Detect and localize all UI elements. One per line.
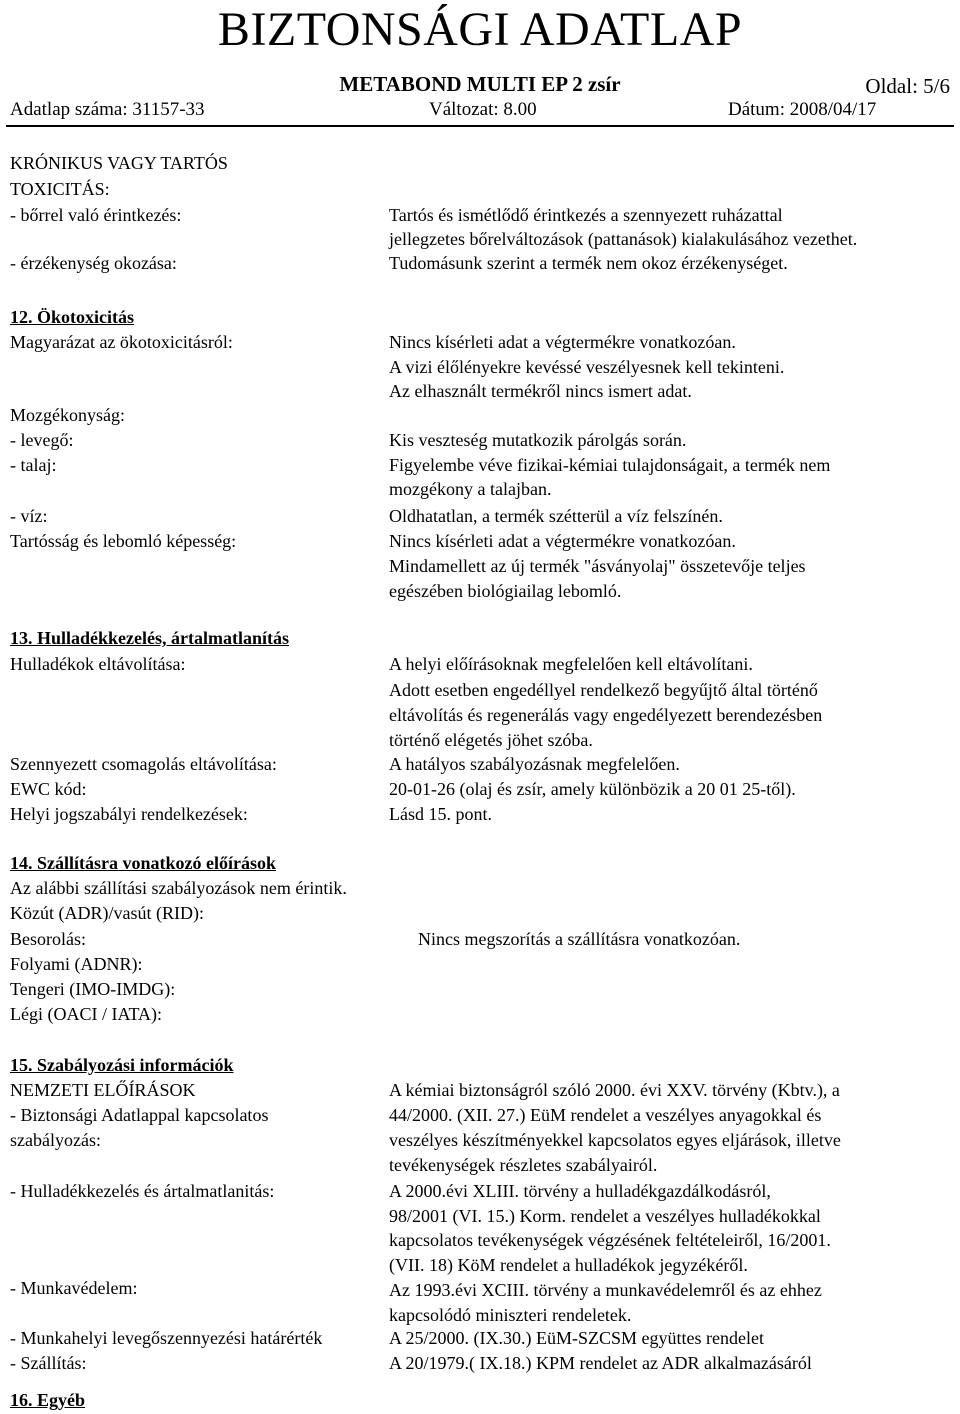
air-label: - levegő: [10,430,74,450]
occupational-safety-text: kapcsolódó miniszteri rendeletek. [389,1305,632,1325]
sds-regulation-label: szabályozás: [10,1130,101,1150]
persistence-label: Tartósság és lebomló képesség: [10,531,237,551]
section-15-heading: 15. Szabályozási információk [10,1055,234,1075]
skin-contact-text: Tartós és ismétlődő érintkezés a szennyezett ruházattal [389,205,783,225]
air-text: Kis veszteség mutatkozik párolgás során. [389,430,687,450]
sensitization-text: Tudomásunk szerint a termék nem okoz érzékenységet. [389,253,788,273]
chronic-heading-line2: TOXICITÁS: [10,179,110,199]
waste-disposal-text: Adott esetben engedéllyel rendelkező begyűjtő által történő [389,680,818,700]
national-regulations-label: NEMZETI ELŐÍRÁSOK [10,1080,196,1100]
section-14-heading: 14. Szállításra vonatkozó előírások [10,853,276,873]
waste-law-text: kapcsolatos tevékenységek végzésének feltételeiről, 16/2001. [389,1230,831,1250]
mobility-label: Mozgékonyság: [10,405,125,425]
ecotox-text: A vizi élőlényekre kevéssé veszélyesnek kell tekinteni. [389,357,785,377]
air-limit-label: - Munkahelyi levegőszennyezési határérték [10,1328,323,1348]
road-rail-label: Közút (ADR)/vasút (RID): [10,903,204,923]
sensitization-label: - érzékenység okozása: [10,253,177,273]
waste-disposal-label: Hulladékok eltávolítása: [10,654,186,674]
packaging-label: Szennyezett csomagolás eltávolítása: [10,754,277,774]
regulation-text: veszélyes készítményekkel kapcsolatos egyes eljárások, illetve [389,1130,841,1150]
local-regulations-label: Helyi jogszabályi rendelkezések: [10,804,248,824]
sheet-number: Adatlap száma: 31157-33 [10,99,205,120]
air-transport-label: Légi (OACI / IATA): [10,1004,163,1024]
chronic-heading-line1: KRÓNIKUS VAGY TARTÓS [10,153,228,173]
persistence-text: Mindamellett az új termék "ásványolaj" összetevője teljes [389,556,806,576]
ecotox-label: Magyarázat az ökotoxicitásról: [10,332,233,352]
skin-contact-label: - bőrrel való érintkezés: [10,205,182,225]
waste-law-text: A 2000.évi XLIII. törvény a hulladékgazdálkodásról, [389,1181,771,1201]
air-limit-text: A 25/2000. (IX.30.) EüM-SZCSM együttes rendelet [389,1328,764,1348]
ewc-text: 20-01-26 (olaj és zsír, amely különbözik a 20 01 25-től). [389,779,796,799]
regulation-text: A kémiai biztonságról szóló 2000. évi XXV. törvény (Kbtv.), a [389,1080,840,1100]
river-label: Folyami (ADNR): [10,954,143,974]
persistence-text: Nincs kísérleti adat a végtermékre vonatkozóan. [389,531,736,551]
header-divider [6,125,954,127]
transport-intro: Az alábbi szállítási szabályozások nem érintik. [10,878,347,898]
waste-law-text: 98/2001 (VI. 15.) Korm. rendelet a veszélyes hulladékokkal [389,1206,821,1226]
ewc-label: EWC kód: [10,779,87,799]
classification-label: Besorolás: [10,929,86,949]
section-12-heading: 12. Ökotoxicitás [10,307,134,327]
persistence-text: egészében biológiailag lebomló. [389,581,622,601]
ecotox-text: Az elhasznált termékről nincs ismert adat. [389,381,692,401]
waste-law-text: (VII. 18) KöM rendelet a hulladékok jegyzékéről. [389,1255,748,1275]
product-name: METABOND MULTI EP 2 zsír [339,72,621,96]
date: Dátum: 2008/04/17 [728,99,877,120]
occupational-safety-label: - Munkavédelem: [10,1278,138,1298]
waste-disposal-text: történő elégetés jöhet szóba. [389,730,593,750]
waste-disposal-text: A helyi előírásoknak megfelelően kell eltávolítani. [389,654,753,674]
soil-label: - talaj: [10,455,57,475]
page-number: Oldal: 5/6 [865,74,950,98]
document-title: BIZTONSÁGI ADATLAP [217,3,743,56]
sea-label: Tengeri (IMO-IMDG): [10,979,176,999]
waste-disposal-text: eltávolítás és regenerálás vagy engedélyezett berendezésben [389,705,823,725]
waste-law-label: - Hulladékkezelés és ártalmatlanitás: [10,1181,275,1201]
section-16-heading: 16. Egyéb [10,1390,86,1410]
soil-text: Figyelembe véve fizikai-kémiai tulajdonságait, a termék nem [389,455,831,475]
skin-contact-text: jellegzetes bőrelváltozások (pattanások) kialakulásához vezethet. [389,229,858,249]
transport-regulation-label: - Szállítás: [10,1353,87,1373]
packaging-text: A hatályos szabályozásnak megfelelően. [389,754,680,774]
regulation-text: tevékenységek részletes szabályairól. [389,1155,658,1175]
soil-text: mozgékony a talajban. [389,479,552,499]
version: Változat: 8.00 [429,99,537,120]
water-text: Oldhatatlan, a termék szétterül a víz felszínén. [389,506,723,526]
section-13-heading: 13. Hulladékkezelés, ártalmatlanítás [10,628,289,648]
regulation-text: 44/2000. (XII. 27.) EüM rendelet a veszélyes anyagokkal és [389,1105,822,1125]
ecotox-text: Nincs kísérleti adat a végtermékre vonatkozóan. [389,332,736,352]
local-regulations-text: Lásd 15. pont. [389,804,492,824]
transport-regulation-text: A 20/1979.( IX.18.) KPM rendelet az ADR alkalmazásáról [389,1353,812,1373]
classification-text: Nincs megszorítás a szállításra vonatkozóan. [418,929,741,949]
sds-regulation-label: - Biztonsági Adatlappal kapcsolatos [10,1105,269,1125]
water-label: - víz: [10,506,48,526]
occupational-safety-text: Az 1993.évi XCIII. törvény a munkavédelemről és az ehhez [389,1280,822,1300]
